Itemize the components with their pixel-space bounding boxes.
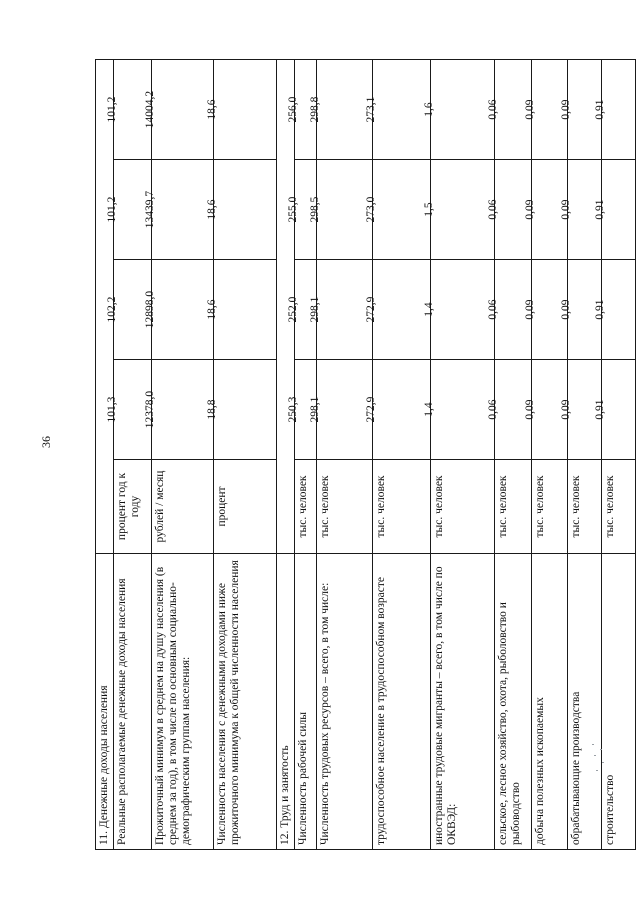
table-row: [373, 59, 431, 849]
value-cell: 101,2: [114, 160, 152, 260]
value-cell: 18,6: [214, 260, 277, 360]
value-cell: 272,9: [373, 260, 431, 360]
indicator-label: Реальные располагаемые денежные доходы населения: [114, 554, 152, 850]
value-cell: 0,06: [495, 260, 532, 360]
value-cell: 0,91: [602, 59, 636, 159]
table-row: [295, 59, 317, 849]
value-cell: 272,9: [373, 360, 431, 460]
value-cell: 273,0: [373, 160, 431, 260]
table-row: [317, 59, 373, 849]
table-row: [152, 59, 214, 849]
unit-cell: рублей / месяц: [152, 460, 214, 554]
indicator-label: иностранные трудовые мигранты – всего, в том числе по ОКВЭД:: [431, 554, 495, 850]
value-cell: 18,6: [214, 160, 277, 260]
value-cell: 256,0: [295, 59, 317, 159]
table-row: [495, 59, 532, 849]
indicator-label: обрабатывающие производства: [568, 554, 602, 850]
value-cell: 1,5: [431, 160, 495, 260]
value-cell: 102,2: [114, 260, 152, 360]
indicator-label: Численность населения с денежными доходами ниже прожиточного минимума к общей численности населения: [214, 554, 277, 850]
unit-cell: тыс. человек: [373, 460, 431, 554]
section-title: 12. Труд и занятость: [277, 554, 295, 850]
table-row: [532, 59, 568, 849]
value-cell: 0,09: [568, 160, 602, 260]
value-cell: 0,06: [495, 160, 532, 260]
value-cell: 0,09: [532, 160, 568, 260]
value-cell: 0,06: [495, 360, 532, 460]
value-cell: 0,91: [602, 160, 636, 260]
value-cell: 0,91: [602, 260, 636, 360]
table-row-section-income: [96, 59, 114, 849]
indicator-label: трудоспособное население в трудоспособном возрасте: [373, 554, 431, 850]
unit-cell: тыс. человек: [317, 460, 373, 554]
value-cell: 298,8: [317, 59, 373, 159]
value-cell: 273,1: [373, 59, 431, 159]
value-cell: 14004,2: [152, 59, 214, 159]
unit-cell: тыс. человек: [602, 460, 636, 554]
table-row: [214, 59, 277, 849]
value-cell: 0,06: [495, 59, 532, 159]
value-cell: 298,5: [317, 160, 373, 260]
value-cell: 255,0: [295, 160, 317, 260]
scan-specks: [590, 740, 610, 780]
value-cell: 101,2: [114, 59, 152, 159]
indicator-label: добыча полезных ископаемых: [532, 554, 568, 850]
value-cell: 0,09: [568, 59, 602, 159]
value-cell: 18,6: [214, 59, 277, 159]
unit-cell: тыс. человек: [295, 460, 317, 554]
unit-cell: тыс. человек: [431, 460, 495, 554]
value-cell: 18,8: [214, 360, 277, 460]
unit-cell: тыс. человек: [532, 460, 568, 554]
indicator-label: Численность рабочей силы: [295, 554, 317, 850]
table-row: [431, 59, 495, 849]
value-cell: 1,4: [431, 260, 495, 360]
indicators-table: [95, 59, 636, 850]
indicator-label: строительство: [602, 554, 636, 850]
value-cell: 0,91: [602, 360, 636, 460]
value-cell: 0,09: [532, 59, 568, 159]
unit-cell: процент год к году: [114, 460, 152, 554]
value-cell: 1,4: [431, 360, 495, 460]
value-cell: 0,09: [568, 360, 602, 460]
value-cell: 252,0: [295, 260, 317, 360]
value-cell: 1,6: [431, 59, 495, 159]
value-cell: 12898,0: [152, 260, 214, 360]
unit-cell: тыс. человек: [495, 460, 532, 554]
section-title: 11. Денежные доходы населения: [96, 554, 114, 850]
value-cell: 12378,0: [152, 360, 214, 460]
value-cell: 298,1: [317, 260, 373, 360]
indicator-label: Численность трудовых ресурсов – всего, в том числе:: [317, 554, 373, 850]
indicator-label: Прожиточный минимум в среднем на душу населения (в среднем за год), в том числе по основным социально-демографическим группам населения:: [152, 554, 214, 850]
value-cell: 0,09: [568, 260, 602, 360]
value-cell: 0,09: [532, 360, 568, 460]
value-cell: 298,1: [317, 360, 373, 460]
value-cell: 101,3: [114, 360, 152, 460]
table-row: [602, 59, 636, 849]
table-row: [568, 59, 602, 849]
table-row: [114, 59, 152, 849]
unit-cell: процент: [214, 460, 277, 554]
page-number: 36: [39, 436, 53, 448]
table-container: [95, 60, 616, 850]
value-cell: 0,09: [532, 260, 568, 360]
value-cell: 13439,7: [152, 160, 214, 260]
unit-cell: тыс. человек: [568, 460, 602, 554]
indicator-label: сельское, лесное хозяйство, охота, рыболовство и рыбоводство: [495, 554, 532, 850]
table-row-section-labor: [277, 59, 295, 849]
value-cell: 250,3: [295, 360, 317, 460]
